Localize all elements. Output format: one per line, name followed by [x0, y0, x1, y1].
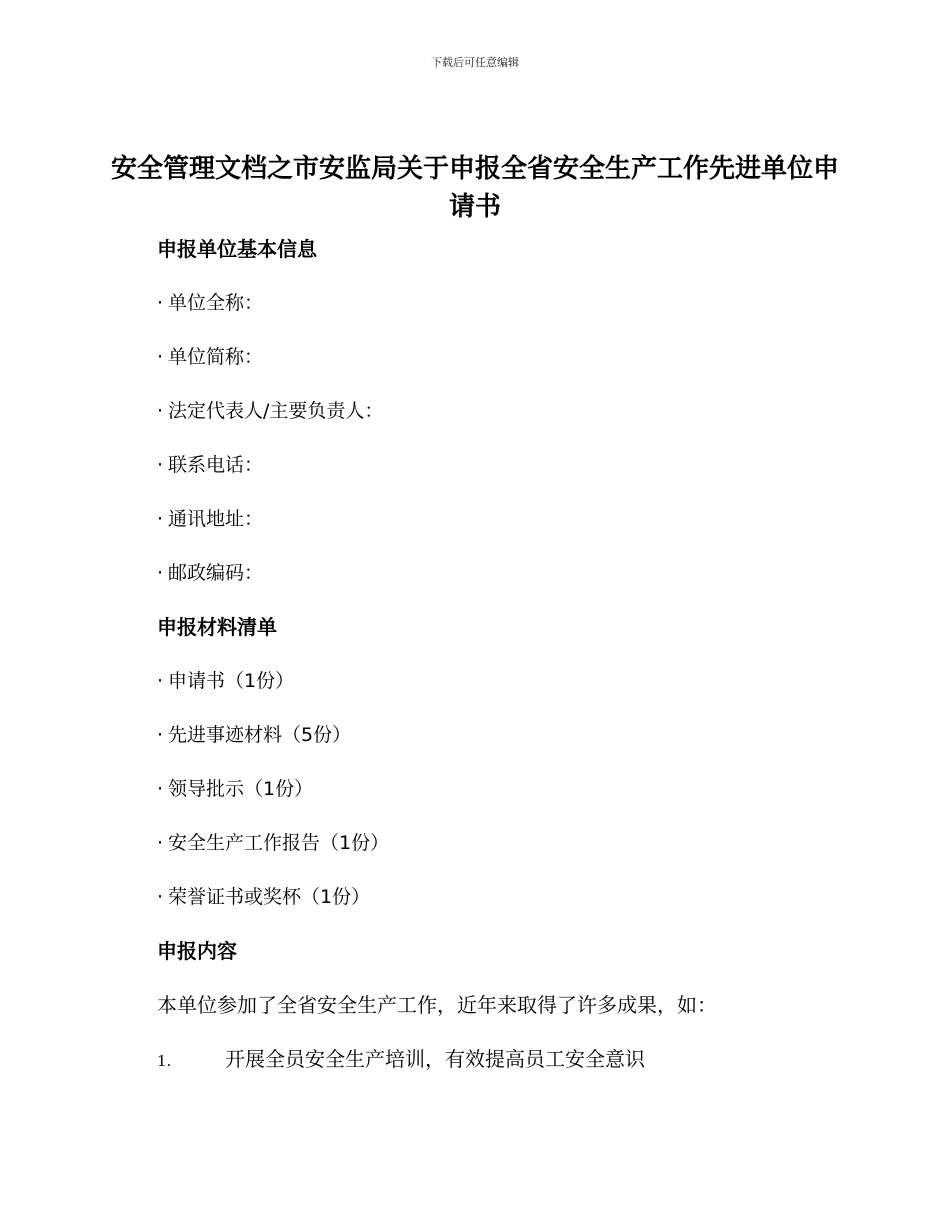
bullet: · [157, 886, 164, 908]
bullet: · [157, 724, 164, 746]
list-item-label: 申请书（1份） [168, 670, 295, 692]
list-item [157, 772, 837, 826]
list-item [157, 826, 837, 880]
list-item [157, 394, 837, 448]
list-item [157, 718, 837, 772]
bullet: · [157, 562, 164, 584]
list-item [157, 880, 837, 934]
numbered-item-text: 开展全员安全生产培训，有效提高员工安全意识 [225, 1047, 645, 1071]
bullet: · [157, 346, 164, 368]
bullet: · [157, 454, 164, 476]
list-item-label: 单位全称： [168, 292, 264, 314]
section-heading-basic-info: 申报单位基本信息 [157, 237, 317, 261]
list-item-label: 通讯地址： [168, 508, 264, 530]
bullet: · [157, 778, 164, 800]
list-item-label: 先进事迹材料（5份） [168, 724, 352, 746]
bullet: · [157, 292, 164, 314]
list-item-label: 邮政编码： [168, 562, 264, 584]
list-item-label: 联系电话： [168, 454, 264, 476]
list-item [157, 286, 837, 340]
list-item [157, 340, 837, 394]
bullet: · [157, 508, 164, 530]
section-heading-content: 申报内容 [157, 939, 237, 963]
list-item [157, 448, 837, 502]
list-item [157, 664, 837, 718]
numbered-item [157, 1042, 837, 1096]
list-item-label: 荣誉证书或奖杯（1份） [168, 886, 371, 908]
list-item-label: 法定代表人/主要负责人： [168, 400, 384, 422]
document-title: 安全管理文档之市安监局关于申报全省安全生产工作先进单位申请书 [110, 154, 839, 222]
list-item-label: 领导批示（1份） [168, 778, 314, 800]
bullet: · [157, 400, 164, 422]
document-body [157, 232, 837, 1096]
list-item-label: 单位简称： [168, 346, 264, 368]
header-note: 下载后可任意编辑 [431, 56, 519, 69]
numbered-item-number: 1. [157, 1052, 172, 1070]
section-heading-materials: 申报材料清单 [157, 615, 277, 639]
bullet: · [157, 670, 164, 692]
list-item-label: 安全生产工作报告（1份） [168, 832, 390, 854]
content-paragraph: 本单位参加了全省安全生产工作，近年来取得了许多成果，如： [157, 993, 717, 1017]
list-item [157, 502, 837, 556]
bullet: · [157, 832, 164, 854]
list-item [157, 556, 837, 610]
